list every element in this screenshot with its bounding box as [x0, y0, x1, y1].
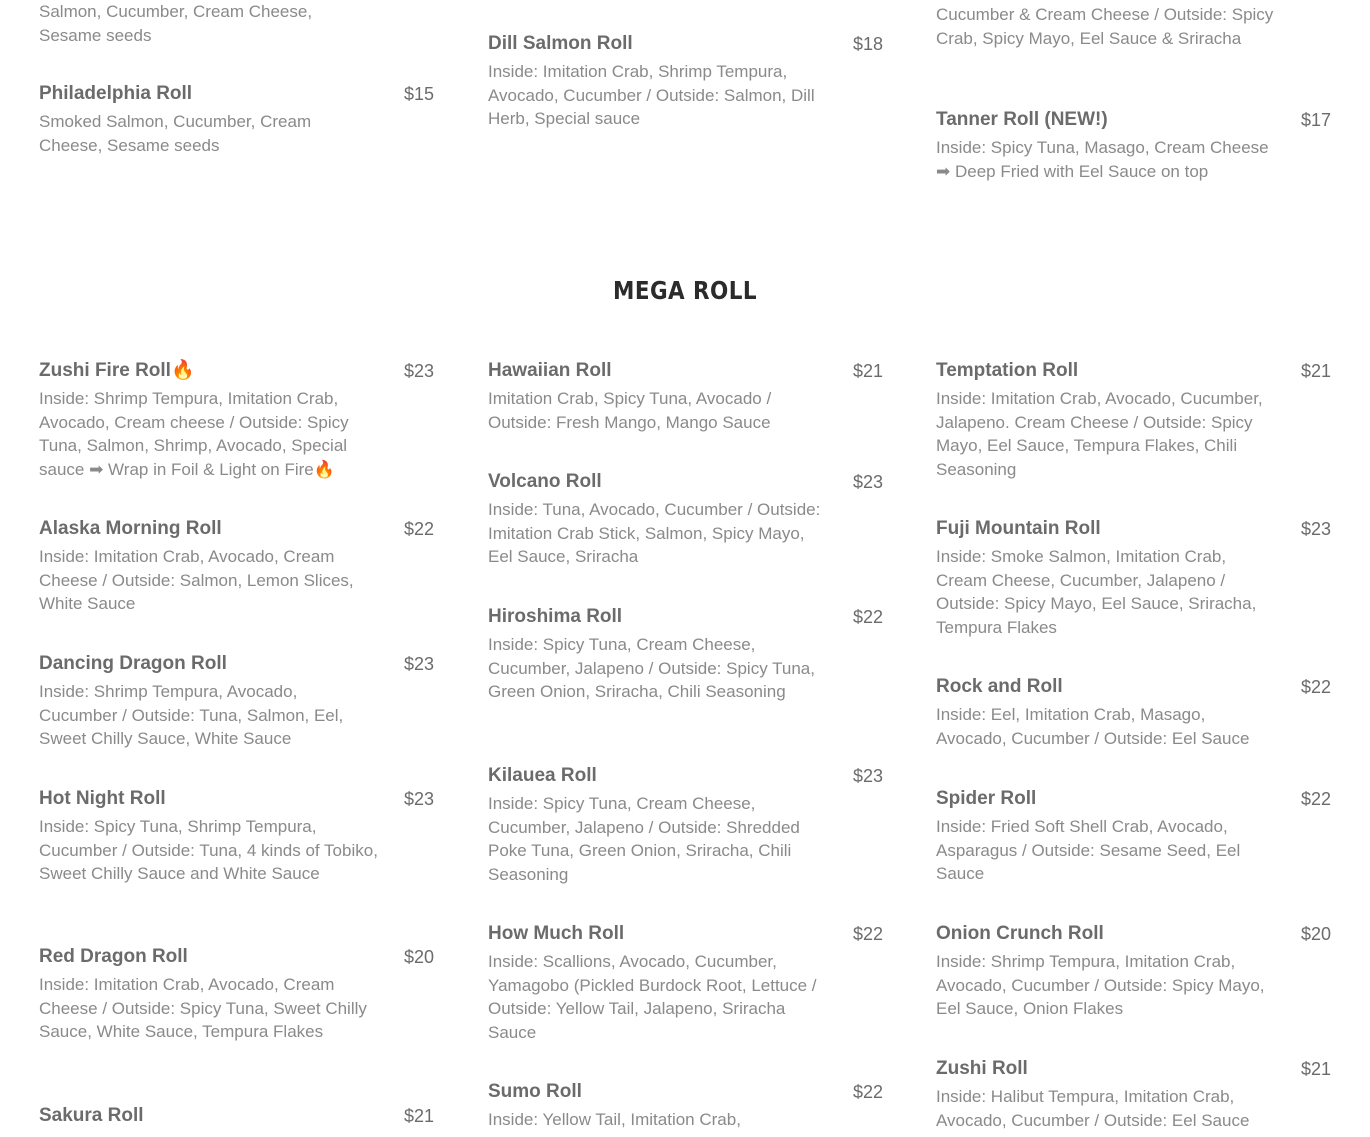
- menu-item-price: $20: [1300, 924, 1331, 944]
- menu-item-name: Philadelphia Roll: [39, 83, 193, 104]
- menu-item-name: Alaska Morning Roll: [39, 518, 222, 539]
- menu-item-description: Inside: Shrimp Tempura, Imitation Crab, Avocado, Cucumber / Outside: Spicy Mayo, Eel Sauce, Onion Flakes: [936, 952, 1265, 1018]
- menu-item-price: $20: [403, 947, 434, 967]
- menu-item-description: Smoked Salmon, Cucumber, Cream Cheese, Sesame seeds: [39, 112, 312, 155]
- menu-item-description: Inside: Eel, Imitation Crab, Masago, Avocado, Cucumber / Outside: Eel Sauce: [936, 705, 1250, 748]
- menu-item-name: Hot Night Roll: [39, 788, 166, 809]
- section-title-mega-roll: MEGA ROLL: [613, 276, 757, 305]
- menu-item-price: $22: [852, 1082, 883, 1102]
- menu-item-price: $23: [852, 766, 883, 786]
- menu-item-description: Salmon, Cucumber, Cream Cheese, Sesame seeds: [39, 2, 313, 45]
- menu-item-description: Inside: Spicy Tuna, Shrimp Tempura, Cucumber / Outside: Tuna, 4 kinds of Tobiko, Sweet Chilly Sauce and White Sauce: [39, 817, 378, 883]
- menu-item-name: Sumo Roll: [488, 1081, 582, 1102]
- menu-item-description: Inside: Shrimp Tempura, Avocado, Cucumber / Outside: Tuna, Salmon, Eel, Sweet Chilly Sauce, White Sauce: [39, 682, 344, 748]
- menu-item-price: $23: [403, 789, 434, 809]
- menu-item-name: Kilauea Roll: [488, 765, 597, 786]
- menu-item-description: Inside: Spicy Tuna, Masago, Cream Cheese ➡ Deep Fried with Eel Sauce on top: [936, 138, 1269, 181]
- menu-item-price: $22: [852, 607, 883, 627]
- menu-item-price: $23: [403, 361, 434, 381]
- menu-item-price: $21: [1300, 1059, 1331, 1079]
- menu-item-name: Sakura Roll: [39, 1105, 144, 1126]
- menu-item-price: $21: [403, 1106, 434, 1126]
- menu-item-name: Dancing Dragon Roll: [39, 653, 227, 674]
- menu-item-name: Hiroshima Roll: [488, 606, 623, 627]
- menu-item-description: Inside: Halibut Tempura, Imitation Crab, Avocado, Cucumber / Outside: Eel Sauce: [936, 1087, 1250, 1130]
- menu-item-name: Spider Roll: [936, 788, 1037, 809]
- menu-item-name: Hawaiian Roll: [488, 360, 612, 381]
- menu-item-name: Temptation Roll: [936, 360, 1079, 381]
- menu-item-price: $22: [852, 924, 883, 944]
- menu-item-description: Inside: Imitation Crab, Avocado, Cream Cheese / Outside: Spicy Tuna, Sweet Chilly Sauce, White Sauce, Tempura Flakes: [39, 975, 367, 1041]
- menu-item-description: Inside: Yellow Tail, Imitation Crab,: [488, 1110, 741, 1129]
- menu-item-description: Inside: Smoke Salmon, Imitation Crab, Cream Cheese, Cucumber, Jalapeno / Outside: Spicy Mayo, Eel Sauce, Sriracha, Tempura Flakes: [936, 547, 1257, 637]
- menu-item-description: Inside: Imitation Crab, Avocado, Cucumber, Jalapeno. Cream Cheese / Outside: Spicy Mayo, Eel Sauce, Tempura Flakes, Chili Seasoning: [936, 389, 1263, 479]
- menu-item-name: Zushi Roll: [936, 1058, 1028, 1079]
- menu-item-description: Inside: Imitation Crab, Shrimp Tempura, Avocado, Cucumber / Outside: Salmon, Dill Herb, Special sauce: [488, 62, 815, 128]
- menu-item-description: Inside: Scallions, Avocado, Cucumber, Yamagobo (Pickled Burdock Root, Lettuce / Outside: Yellow Tail, Jalapeno, Sriracha Sauce: [488, 952, 817, 1042]
- menu-item-price: $17: [1300, 110, 1331, 130]
- menu-item-description: Inside: Imitation Crab, Avocado, Cream Cheese / Outside: Salmon, Lemon Slices, White Sauce: [39, 547, 354, 613]
- menu-item-name: Volcano Roll: [488, 471, 602, 492]
- menu-item-price: $21: [1300, 361, 1331, 381]
- menu-item-name: Dill Salmon Roll: [488, 33, 633, 54]
- menu-item-price: $15: [403, 84, 434, 104]
- menu-item-description: Inside: Shrimp Tempura, Imitation Crab, Avocado, Cream cheese / Outside: Spicy Tuna, Salmon, Shrimp, Avocado, Special sauce ➡ Wrap in Foil & Light on Fire🔥: [39, 389, 349, 479]
- menu-item-price: $23: [852, 472, 883, 492]
- menu-item-name: Tanner Roll (NEW!): [936, 109, 1108, 130]
- menu-item-name: Rock and Roll: [936, 676, 1063, 697]
- menu-item-name: Onion Crunch Roll: [936, 923, 1104, 944]
- menu-item-description: Imitation Crab, Spicy Tuna, Avocado / Outside: Fresh Mango, Mango Sauce: [488, 389, 772, 432]
- menu-item-description: Inside: Fried Soft Shell Crab, Avocado, Asparagus / Outside: Sesame Seed, Eel Sauce: [936, 817, 1241, 883]
- menu-item-name: Fuji Mountain Roll: [936, 518, 1101, 539]
- menu-item-price: $22: [1300, 677, 1331, 697]
- menu-item-description: Cucumber & Cream Cheese / Outside: Spicy Crab, Spicy Mayo, Eel Sauce & Sriracha: [936, 5, 1274, 48]
- menu-item-description: Inside: Tuna, Avocado, Cucumber / Outside: Imitation Crab Stick, Salmon, Spicy Mayo, Eel Sauce, Sriracha: [488, 500, 821, 566]
- menu-item-name: Zushi Fire Roll🔥: [39, 360, 195, 381]
- menu-item-price: $21: [852, 361, 883, 381]
- menu-item-name: How Much Roll: [488, 923, 625, 944]
- menu-item-price: $18: [852, 34, 883, 54]
- menu-item-description: Inside: Spicy Tuna, Cream Cheese, Cucumber, Jalapeno / Outside: Shredded Poke Tuna, Green Onion, Sriracha, Chili Seasoning: [488, 794, 800, 884]
- menu-item-description: Inside: Spicy Tuna, Cream Cheese, Cucumber, Jalapeno / Outside: Spicy Tuna, Green Onion, Sriracha, Chili Seasoning: [488, 635, 815, 701]
- menu-item-name: Red Dragon Roll: [39, 946, 188, 967]
- menu-item-price: $23: [403, 654, 434, 674]
- menu-item-price: $22: [403, 519, 434, 539]
- menu-item-price: $22: [1300, 789, 1331, 809]
- menu-item-price: $23: [1300, 519, 1331, 539]
